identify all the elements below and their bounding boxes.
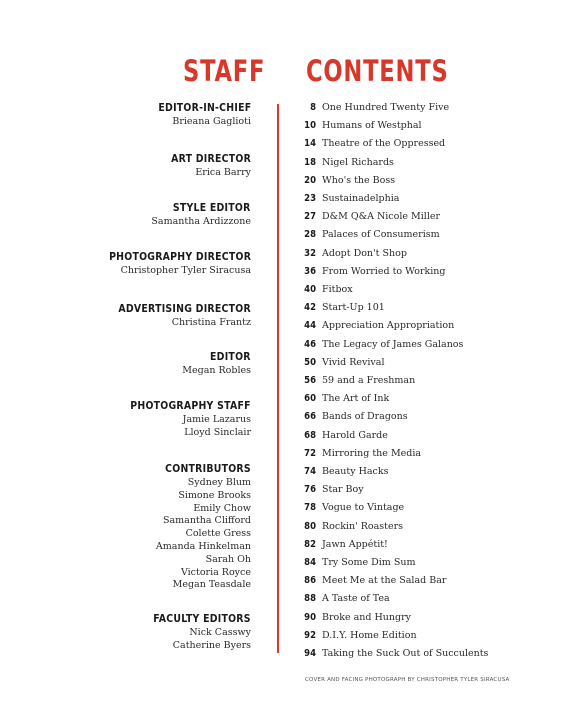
staff-name: Megan Robles <box>182 365 251 376</box>
staff-section <box>182 350 251 378</box>
staff-name: Victoria Royce <box>180 566 251 578</box>
toc-entry <box>301 448 421 464</box>
staff-section <box>109 399 251 440</box>
toc-page-number: 56 <box>304 375 316 386</box>
toc-entry <box>301 539 388 555</box>
toc-title: Theatre of the Oppressed <box>322 138 446 150</box>
toc-page-number: 78 <box>304 502 316 514</box>
toc-title: Star Boy <box>322 484 364 496</box>
toc-title: Appreciation Appropriation <box>322 320 455 332</box>
toc-page-number: 46 <box>304 338 316 350</box>
toc-entry <box>301 266 446 282</box>
toc-page-number: 74 <box>304 466 316 477</box>
toc-page-number: 42 <box>304 302 316 314</box>
staff-names <box>157 167 251 180</box>
staff-role: ART DIRECTOR <box>171 152 251 165</box>
staff-name: Nick Casswy <box>189 627 251 638</box>
contents-heading: CONTENTS <box>306 54 449 88</box>
toc-entry <box>301 157 394 173</box>
staff-role: CONTRIBUTORS <box>165 462 251 475</box>
staff-section <box>150 462 251 592</box>
toc-page-number: 72 <box>304 447 316 459</box>
toc-title: From Worried to Working <box>322 265 446 277</box>
toc-entry <box>301 102 449 118</box>
toc-page-number: 82 <box>304 538 316 550</box>
toc-page-number: 20 <box>304 174 316 186</box>
staff-name: Erica Barry <box>195 167 251 178</box>
toc-page-number: 23 <box>304 193 316 204</box>
toc-page-number: 27 <box>304 211 316 223</box>
toc-entry <box>301 630 417 646</box>
toc-page-number: 76 <box>304 484 316 496</box>
toc-entry <box>301 575 446 591</box>
toc-title: Bands of Dragons <box>322 411 408 423</box>
staff-role: STYLE EDITOR <box>173 201 251 214</box>
toc-title: Who's the Boss <box>322 174 396 186</box>
toc-entry <box>301 302 385 318</box>
toc-entry <box>301 193 399 209</box>
toc-title: The Legacy of James Galanos <box>322 338 464 350</box>
column-divider <box>277 104 279 653</box>
toc-entry <box>301 393 389 409</box>
toc-page-number: 86 <box>304 575 316 587</box>
toc-entry <box>301 593 390 609</box>
toc-title: D.I.Y. Home Edition <box>322 629 417 641</box>
toc-entry <box>301 484 364 500</box>
toc-entry <box>301 211 440 227</box>
toc-entry <box>301 466 389 482</box>
staff-names <box>109 414 251 440</box>
staff-name: Colette Gress <box>185 528 251 540</box>
staff-names <box>136 627 251 653</box>
toc-page-number: 80 <box>304 520 316 532</box>
toc-page-number: 40 <box>304 284 316 295</box>
toc-page-number: 36 <box>304 265 316 277</box>
toc-page-number: 50 <box>304 356 316 368</box>
staff-name: Emily Chow <box>193 502 251 514</box>
staff-names <box>151 216 251 229</box>
staff-section <box>95 302 251 330</box>
toc-title: Harold Garde <box>322 429 388 441</box>
toc-title: One Hundred Twenty Five <box>322 102 450 113</box>
toc-entry <box>301 648 488 664</box>
photo-credit: COVER AND FACING PHOTOGRAPH BY CHRISTOPHER TYLER SIRACUSA <box>305 677 510 683</box>
toc-title: Jawn Appétit! <box>322 538 388 550</box>
toc-title: Humans of Westphal <box>322 120 422 132</box>
toc-entry <box>301 120 422 136</box>
toc-page-number: 88 <box>304 593 316 605</box>
staff-name: Amanda Hinkelman <box>155 540 251 552</box>
toc-title: Taking the Suck Out of Succulents <box>322 648 489 659</box>
staff-name: Simone Brooks <box>178 489 251 501</box>
staff-role: ADVERTISING DIRECTOR <box>118 302 251 315</box>
toc-entry <box>301 248 407 264</box>
toc-page-number: 8 <box>310 102 316 113</box>
staff-names <box>142 116 251 129</box>
toc-entry <box>301 375 415 391</box>
staff-name: Samantha Ardizzone <box>151 216 251 227</box>
toc-page-number: 32 <box>304 247 316 259</box>
staff-name: Samantha Clifford <box>162 515 251 527</box>
toc-page-number: 68 <box>304 429 316 441</box>
staff-role: FACULTY EDITORS <box>153 612 251 625</box>
staff-name: Lloyd Sinclair <box>184 426 251 438</box>
toc-entry <box>301 320 454 336</box>
toc-title: The Art of Ink <box>322 393 390 405</box>
toc-page-number: 60 <box>304 393 316 405</box>
staff-section <box>136 612 251 653</box>
toc-entry <box>301 502 404 518</box>
toc-entry <box>301 521 403 537</box>
staff-role: PHOTOGRAPHY STAFF <box>130 399 251 412</box>
toc-page-number: 94 <box>304 648 316 659</box>
staff-name: Catherine Byers <box>172 639 251 651</box>
staff-name: Christina Frantz <box>171 317 251 328</box>
staff-role: EDITOR <box>210 350 251 363</box>
toc-title: Nigel Richards <box>322 156 394 168</box>
toc-page-number: 18 <box>304 156 316 168</box>
toc-entry <box>301 339 463 355</box>
toc-title: Start-Up 101 <box>322 302 385 314</box>
staff-heading: STAFF <box>183 54 266 88</box>
toc-page-number: 28 <box>304 229 316 241</box>
staff-role: EDITOR-IN-CHIEF <box>158 101 251 114</box>
staff-names <box>95 317 251 330</box>
toc-page-number: 44 <box>304 320 316 332</box>
staff-section <box>142 101 251 129</box>
toc-entry <box>301 357 385 373</box>
toc-title: Sustainadelphia <box>322 193 400 204</box>
toc-title: Adopt Don't Shop <box>322 247 407 259</box>
toc-page-number: 14 <box>304 138 316 150</box>
toc-entry <box>301 430 388 446</box>
toc-page-number: 10 <box>304 120 316 132</box>
toc-title: Beauty Hacks <box>322 466 389 477</box>
staff-name: Jamie Lazarus <box>182 414 251 425</box>
toc-title: Try Some Dim Sum <box>322 557 416 568</box>
toc-title: Mirroring the Media <box>322 447 422 459</box>
toc-entry <box>301 229 440 245</box>
toc-title: Vogue to Vintage <box>322 502 405 514</box>
toc-title: Rockin' Roasters <box>322 520 404 532</box>
toc-entry <box>301 138 445 154</box>
staff-section <box>157 152 251 180</box>
toc-entry <box>301 411 408 427</box>
staff-section <box>84 250 251 278</box>
toc-entry <box>301 612 411 628</box>
toc-title: A Taste of Tea <box>322 593 390 605</box>
staff-name: Sydney Blum <box>187 477 251 488</box>
staff-names <box>182 365 251 378</box>
toc-page-number: 66 <box>304 411 316 423</box>
staff-section <box>151 201 251 229</box>
staff-name: Christopher Tyler Siracusa <box>120 265 251 276</box>
toc-page-number: 90 <box>304 611 316 623</box>
staff-names <box>150 477 251 592</box>
toc-title: 59 and a Freshman <box>322 375 416 386</box>
toc-entry <box>301 284 353 300</box>
staff-role: PHOTOGRAPHY DIRECTOR <box>108 250 251 263</box>
toc-page-number: 92 <box>304 629 316 641</box>
toc-entry <box>301 557 415 573</box>
toc-title: Vivid Revival <box>322 356 385 368</box>
staff-name: Megan Teasdale <box>172 579 251 591</box>
toc-title: Broke and Hungry <box>322 611 412 623</box>
staff-name: Brieana Gaglioti <box>172 116 251 127</box>
staff-name: Sarah Oh <box>205 553 251 565</box>
toc-page-number: 84 <box>304 557 316 568</box>
toc-title: Fitbox <box>322 284 353 295</box>
toc-title: D&M Q&A Nicole Miller <box>322 211 441 223</box>
toc-title: Palaces of Consumerism <box>322 229 440 241</box>
toc-title: Meet Me at the Salad Bar <box>322 575 447 587</box>
toc-entry <box>301 175 395 191</box>
staff-names <box>84 265 251 278</box>
